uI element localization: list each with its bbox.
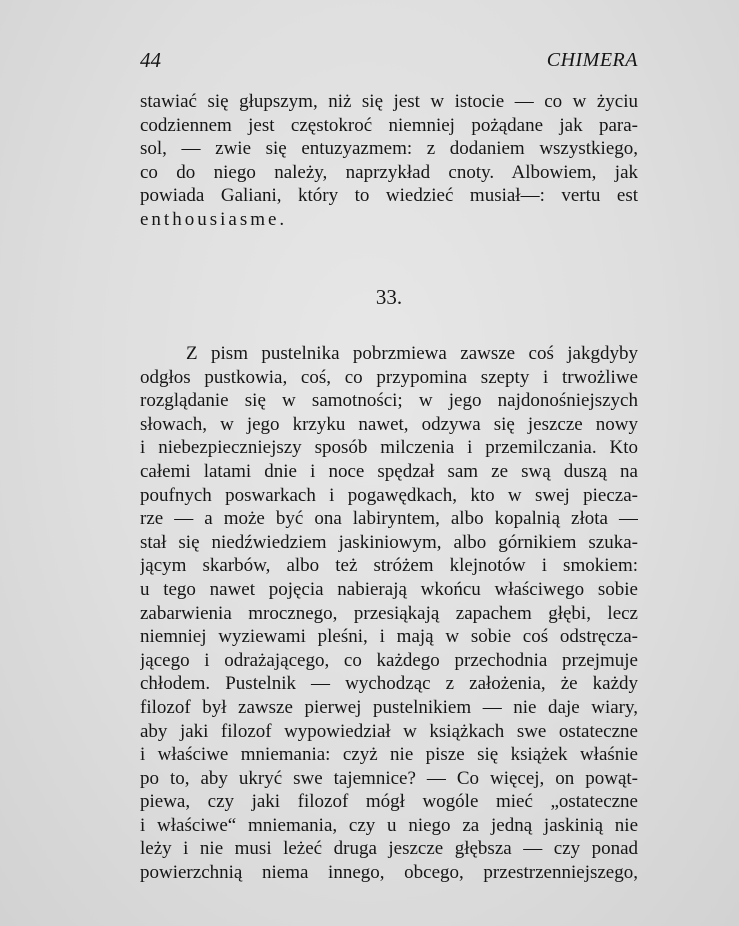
- running-title: CHIMERA: [546, 49, 638, 71]
- text-line: odgłos pustkowia, coś, co przypomina szepty i trwożliwe: [140, 366, 638, 388]
- text-line: rozglądanie się w samotności; w jego najdonośniejszych: [140, 390, 638, 412]
- page-header: [140, 46, 638, 74]
- text-line: stał się niedźwiedziem jaskiniowym, albo górnikiem szuka-: [140, 531, 638, 553]
- text-line: stawiać się głupszym, niż się jest w istocie — co w życiu: [140, 91, 638, 112]
- text-line: jącym skarbów, albo też stróżem klejnotów i smokiem:: [140, 555, 638, 577]
- text-line: zabarwienia mrocznego, przesiąkają zapachem głębi, lecz: [140, 602, 638, 624]
- text-line: i niebezpieczniejszy sposób milczenia i przemilczania. Kto: [140, 437, 638, 459]
- text-line: piewa, czy jaki filozof mógł wogóle mieć „ostateczne: [140, 791, 638, 813]
- text-line: filozof był zawsze pierwej pustelnikiem — nie daje wiary,: [140, 696, 638, 718]
- text-line: aby jaki filozof wypowiedział w książkach swe ostateczne: [140, 720, 638, 742]
- text-line: sol, — zwie się entuzyazmem: z dodaniem wszystkiego,: [140, 138, 638, 160]
- text-line: rze — a może być ona labiryntem, albo kopalnią złota —: [140, 508, 638, 530]
- page-number: 44: [140, 48, 161, 72]
- paragraph-top: [140, 90, 638, 232]
- text-line: chłodem. Pustelnik — wychodząc z założenia, że każdy: [140, 673, 638, 695]
- text-line: codziennem jest częstokroć niemniej pożądane jak para-: [140, 114, 638, 136]
- text-line: Z pism pustelnika pobrzmiewa zawsze coś jakgdyby: [186, 343, 638, 364]
- text-line: powiada Galiani, który to wiedzieć musiał—: vertu est: [140, 185, 638, 207]
- paragraph-main: [140, 342, 638, 885]
- text-line: leży i nie musi leżeć druga jeszcze głębsza — czy ponad: [140, 838, 638, 860]
- text-line: niemniej wyziewami pleśni, i mają w sobie coś odstręcza-: [140, 626, 638, 648]
- text-line: poufnych poswarkach i pogawędkach, kto w swej piecza-: [140, 484, 638, 506]
- text-line: i właściwe mniemania: czyż nie pisze się książek właśnie: [140, 744, 638, 766]
- text-line: całemi latami dnie i noce spędzał sam ze swą duszą na: [140, 460, 638, 482]
- text-line: jącego i odrażającego, co każdego przechodnia przejmuje: [140, 649, 638, 671]
- text-line: powierzchnią niema innego, obcego, przestrzenniejszego,: [140, 862, 638, 884]
- text-line: i właściwe“ mniemania, czy u niego za jedną jaskinią nie: [140, 814, 638, 836]
- section-number: 33.: [375, 285, 403, 309]
- text-line: po to, aby ukryć swe tajemnice? — Co więcej, on powąt-: [140, 767, 638, 789]
- text-line: enthousiasme.: [140, 208, 288, 230]
- text-line: co do niego należy, naprzykład cnoty. Albowiem, jak: [140, 161, 638, 183]
- text-line: u tego nawet pojęcia nabierają wkońcu właściwego sobie: [140, 578, 638, 600]
- text-line: słowach, w jego krzyku nawet, odzywa się jeszcze nowy: [140, 413, 638, 435]
